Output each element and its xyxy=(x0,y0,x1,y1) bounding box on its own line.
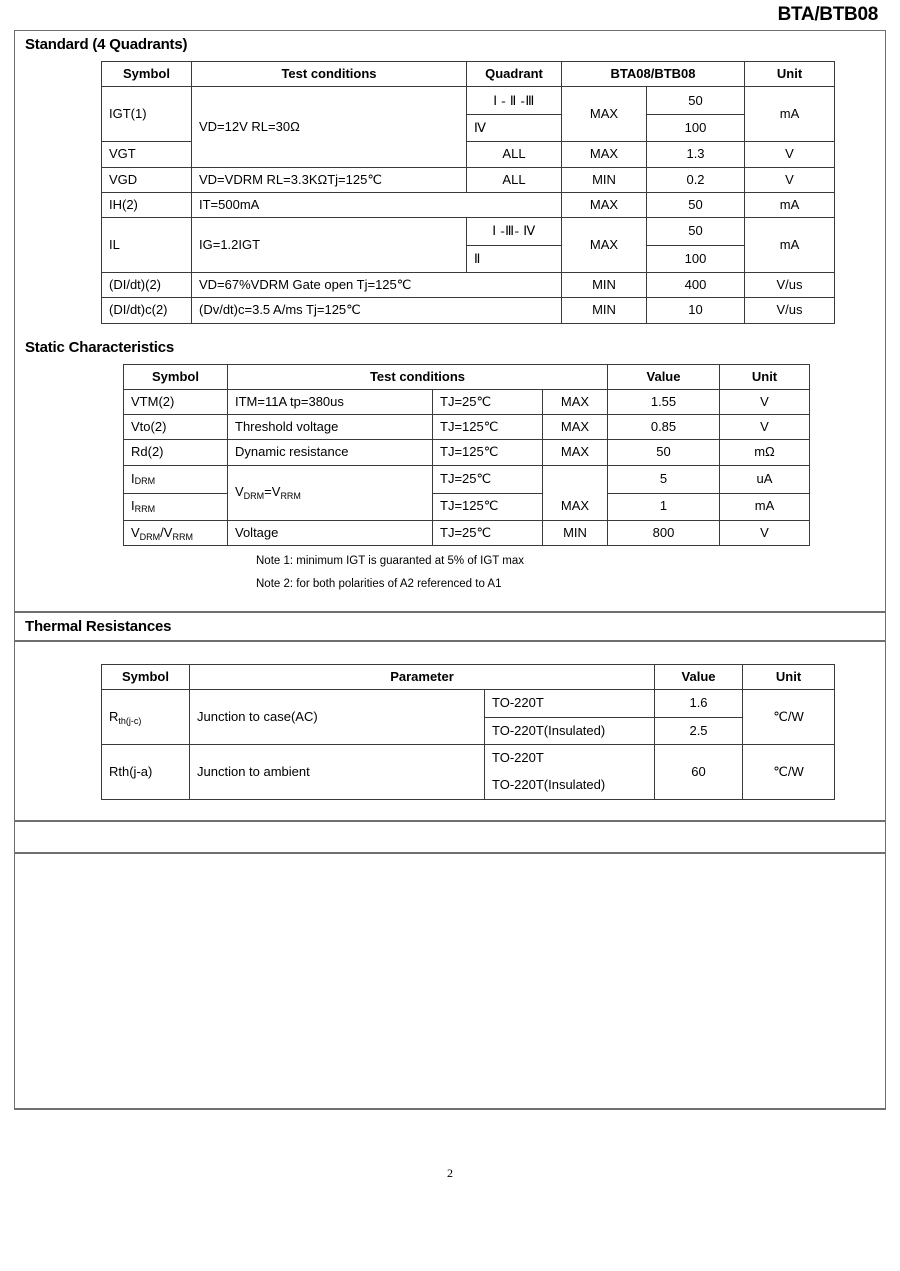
cell-value: 1.55 xyxy=(608,389,720,414)
cell-unit: mA xyxy=(745,87,835,142)
cell-unit: mA xyxy=(745,218,835,273)
cell-symbol: VTM(2) xyxy=(124,389,228,414)
value-line-1: 50 xyxy=(688,223,703,239)
cell-value: 400 xyxy=(647,273,745,298)
table-row xyxy=(102,273,835,298)
table-row xyxy=(124,520,810,545)
value-line-2: 2.5 xyxy=(655,717,742,744)
cell-unit: mΩ xyxy=(720,440,810,465)
table-row xyxy=(102,745,835,800)
cell-value: 60 xyxy=(655,745,743,800)
cell-limit: MAX xyxy=(562,142,647,167)
cell-limit: MIN xyxy=(562,167,647,192)
cell-parameter: Junction to ambient xyxy=(190,745,485,800)
empty-content-region xyxy=(15,852,885,1110)
cell-unit: V xyxy=(720,389,810,414)
note-2: Note 2: for both polarities of A2 referenced to A1 xyxy=(256,577,502,590)
empty-band-upper xyxy=(15,820,885,852)
col-symbol: Symbol xyxy=(102,62,192,87)
col-symbol: Symbol xyxy=(102,664,190,689)
cell-symbol: (DI/dt)(2) xyxy=(102,273,192,298)
section-standard-header xyxy=(15,31,885,58)
cell-description: ITM=11A tp=380us xyxy=(228,389,433,414)
table-row xyxy=(124,415,810,440)
cell-limit: MAX xyxy=(543,415,608,440)
package-line-2: TO-220T(Insulated) xyxy=(492,777,606,793)
cell-limit: MAX xyxy=(543,389,608,414)
cell-unit: V/us xyxy=(745,298,835,323)
cell-test-conditions: VD=67%VDRM Gate open Tj=125℃ xyxy=(192,273,562,298)
cell-test-conditions: VD=12V RL=30Ω xyxy=(192,87,467,167)
static-table-block xyxy=(15,361,885,611)
package-line-1: TO-220T xyxy=(492,695,544,711)
cell-value xyxy=(608,465,720,520)
cell-symbol: (DI/dt)c(2) xyxy=(102,298,192,323)
table-row xyxy=(102,298,835,323)
cell-unit: V/us xyxy=(745,273,835,298)
standard-table-block xyxy=(15,58,885,334)
cell-limit xyxy=(543,465,608,520)
table-row xyxy=(102,192,835,217)
cell-package xyxy=(485,745,655,800)
cell-unit: V xyxy=(745,167,835,192)
cell-unit: ℃/W xyxy=(743,690,835,745)
cell-symbol xyxy=(124,465,228,520)
cell-unit: mA xyxy=(745,192,835,217)
table-row xyxy=(102,690,835,745)
value-line-2: 1 xyxy=(608,493,719,520)
temp-line-1: TJ=25℃ xyxy=(440,470,492,486)
cell-value: 50 xyxy=(608,440,720,465)
limit-line-1 xyxy=(543,466,607,493)
table-header-row xyxy=(124,364,810,389)
table-row xyxy=(102,218,835,273)
col-test-conditions: Test conditions xyxy=(228,364,608,389)
cell-symbol: VGT xyxy=(102,142,192,167)
cell-test-conditions: (Dv/dt)c=3.5 A/ms Tj=125℃ xyxy=(192,298,562,323)
cell-value: 1.3 xyxy=(647,142,745,167)
col-symbol: Symbol xyxy=(124,364,228,389)
cell-temperature: TJ=25℃ xyxy=(433,389,543,414)
package-line-1: TO-220T xyxy=(492,750,544,766)
section-title-standard: Standard (4 Quadrants) xyxy=(25,36,188,53)
section-title-static: Static Characteristics xyxy=(25,338,175,356)
cell-temperature: TJ=25℃ xyxy=(433,520,543,545)
limit-line-2: MAX xyxy=(560,497,590,513)
cell-test-conditions: IG=1.2IGT xyxy=(192,218,467,273)
cell-quadrant xyxy=(467,218,562,273)
cell-value xyxy=(647,87,745,142)
cell-quadrant xyxy=(467,87,562,142)
quadrant-line-1: Ⅰ -Ⅲ- Ⅳ xyxy=(492,223,536,239)
symbol-irrm: I $_{RRM}$ xyxy=(124,493,227,520)
cell-description: Threshold voltage xyxy=(228,415,433,440)
page-number: 2 xyxy=(447,1166,453,1180)
col-unit: Unit xyxy=(745,62,835,87)
section-title-thermal: Thermal Resistances xyxy=(25,617,172,635)
quadrant-line-1: Ⅰ - Ⅱ -Ⅲ xyxy=(493,92,535,108)
cell-symbol: Rd(2) xyxy=(124,440,228,465)
cell-symbol: Rth(j-a) xyxy=(102,745,190,800)
document-title: BTA/BTB08 xyxy=(777,4,878,25)
cell-quadrant: ALL xyxy=(467,167,562,192)
value-line-1: 5 xyxy=(659,470,668,486)
cell-limit: MAX xyxy=(562,87,647,142)
table-header-row xyxy=(102,62,835,87)
page-header xyxy=(0,0,900,30)
value-line-1: 1.6 xyxy=(689,695,708,711)
col-value: Value xyxy=(608,364,720,389)
col-value: Value xyxy=(655,664,743,689)
cell-unit: ℃/W xyxy=(743,745,835,800)
cell-value: 0.2 xyxy=(647,167,745,192)
quadrant-line-2: Ⅳ xyxy=(467,114,561,141)
cell-unit xyxy=(720,465,810,520)
page-frame xyxy=(14,30,886,1110)
cell-value: 10 xyxy=(647,298,745,323)
cell-symbol: $V_{DRM}/V_{RRM}$ xyxy=(124,520,228,545)
cell-symbol: IGT(1) xyxy=(102,87,192,142)
cell-limit: MAX xyxy=(543,440,608,465)
cell-test-conditions: VD=VDRM RL=3.3KΩTj=125℃ xyxy=(192,167,467,192)
cell-unit: V xyxy=(745,142,835,167)
cell-description: Voltage xyxy=(228,520,433,545)
cell-limit: MIN xyxy=(562,273,647,298)
col-quadrant: Quadrant xyxy=(467,62,562,87)
cell-limit: MIN xyxy=(543,520,608,545)
cell-symbol: $R_{th(j-c)}$ xyxy=(102,690,190,745)
table-header-row xyxy=(102,664,835,689)
value-line-1: 50 xyxy=(688,92,703,108)
value-line-2: 100 xyxy=(647,245,744,272)
cell-value: 50 xyxy=(647,192,745,217)
cell-description: Dynamic resistance xyxy=(228,440,433,465)
unit-line-1: uA xyxy=(756,470,773,486)
table-row xyxy=(124,389,810,414)
table-row xyxy=(124,465,810,520)
section-static-header xyxy=(15,334,885,361)
value-line-2: 100 xyxy=(647,114,744,141)
cell-symbol: Vto(2) xyxy=(124,415,228,440)
cell-limit: MAX xyxy=(562,192,647,217)
cell-quadrant: ALL xyxy=(467,142,562,167)
cell-value: 800 xyxy=(608,520,720,545)
table-row xyxy=(102,167,835,192)
table-row xyxy=(102,87,835,142)
col-test-conditions: Test conditions xyxy=(192,62,467,87)
static-characteristics-table xyxy=(123,364,810,546)
cell-limit: MIN xyxy=(562,298,647,323)
cell-symbol: IH(2) xyxy=(102,192,192,217)
cell-unit: V xyxy=(720,520,810,545)
cell-temperature: TJ=125℃ xyxy=(433,440,543,465)
table-row xyxy=(124,440,810,465)
quadrant-line-2: Ⅱ xyxy=(467,245,561,272)
unit-line-2: mA xyxy=(720,493,809,520)
package-line-2: TO-220T(Insulated) xyxy=(485,717,654,744)
col-unit: Unit xyxy=(720,364,810,389)
cell-limit: MAX xyxy=(562,218,647,273)
cell-value xyxy=(655,690,743,745)
note-1: Note 1: minimum IGT is guaranted at 5% of IGT max xyxy=(256,554,525,567)
notes-list xyxy=(123,546,885,590)
col-parameter: Parameter xyxy=(190,664,655,689)
cell-package xyxy=(485,690,655,745)
cell-unit: V xyxy=(720,415,810,440)
thermal-resistances-table xyxy=(101,664,835,800)
cell-temperature: TJ=125℃ xyxy=(433,415,543,440)
cell-symbol: IL xyxy=(102,218,192,273)
cell-test-conditions: IT=500mA xyxy=(192,192,562,217)
col-bta08-btb08: BTA08/BTB08 xyxy=(562,62,745,87)
cell-value: 0.85 xyxy=(608,415,720,440)
symbol-idrm: I $_{DRM}$ xyxy=(131,470,156,487)
cell-description: $V_{DRM}=V_{RRM}$ xyxy=(228,465,433,520)
thermal-table-block xyxy=(15,642,885,820)
cell-temperature xyxy=(433,465,543,520)
standard-table xyxy=(101,61,835,324)
cell-value xyxy=(647,218,745,273)
cell-symbol: VGD xyxy=(102,167,192,192)
temp-line-2: TJ=125℃ xyxy=(433,493,542,520)
cell-parameter: Junction to case(AC) xyxy=(190,690,485,745)
col-unit: Unit xyxy=(743,664,835,689)
section-thermal-header xyxy=(15,611,885,642)
